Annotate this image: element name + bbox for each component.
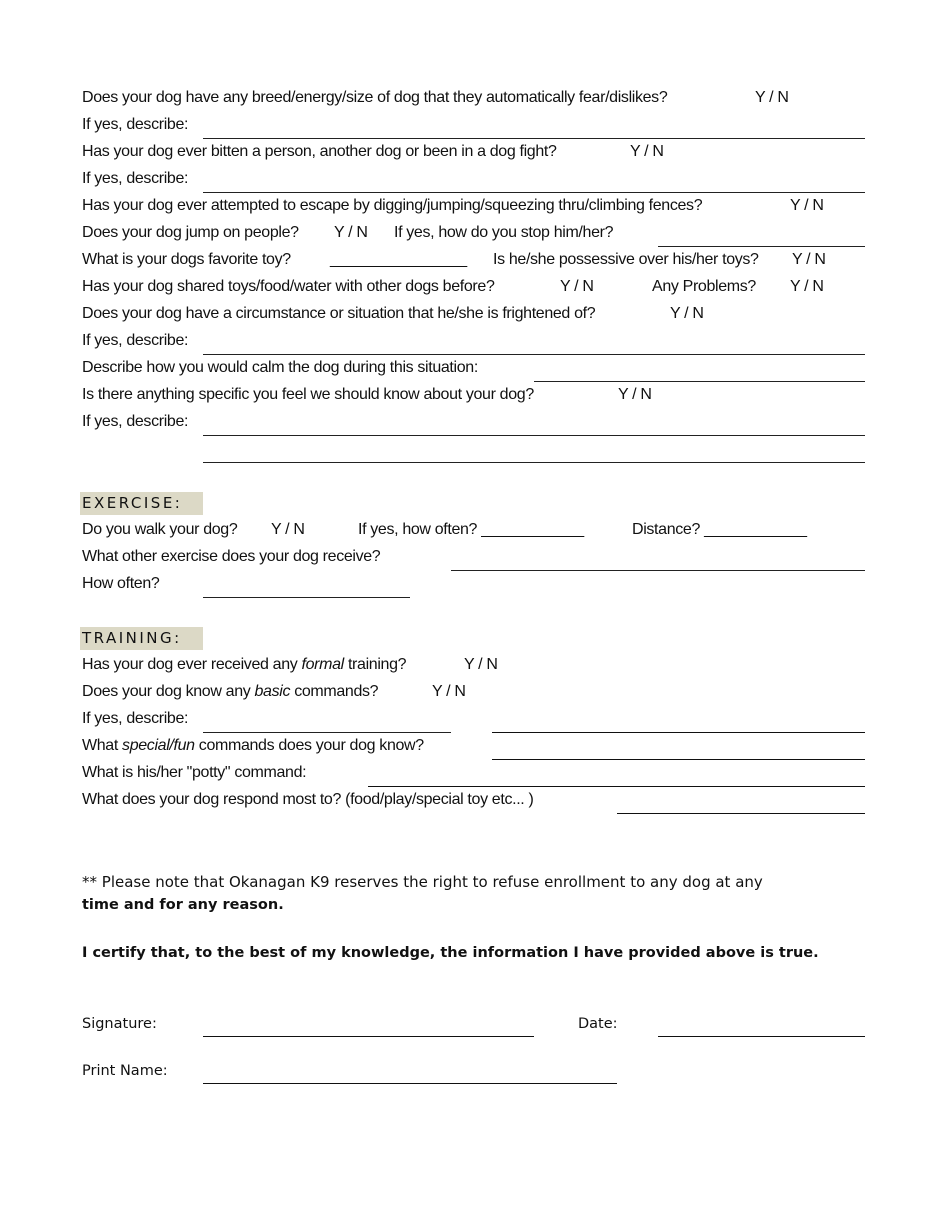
question-respond: What does your dog respond most to? (food/play/special toy etc... ) (82, 791, 534, 808)
question-shared: Has your dog shared toys/food/water with other dogs before? (82, 278, 495, 295)
question-exercise-how-often: How often? (82, 575, 160, 592)
yes-no-specific[interactable]: Y / N (618, 386, 652, 403)
question-calm: Describe how you would calm the dog during this situation: (82, 359, 478, 376)
yes-no-possessive[interactable]: Y / N (792, 251, 826, 268)
yes-no-formal[interactable]: Y / N (464, 656, 498, 673)
walk-distance-field[interactable]: Distance? ____________ (632, 521, 807, 538)
if-yes-describe-label: If yes, describe: (82, 332, 189, 349)
describe-basic-field-2[interactable] (492, 732, 865, 733)
question-possessive: Is he/she possessive over his/her toys? (493, 251, 759, 268)
question-walk: Do you walk your dog? (82, 521, 238, 538)
describe-bitten-field[interactable] (203, 192, 865, 193)
yes-no-problems[interactable]: Y / N (790, 278, 824, 295)
training-heading: TRAINING: (80, 627, 203, 650)
signature-field[interactable] (203, 1036, 534, 1037)
question-frightened: Does your dog have a circumstance or situation that he/she is frightened of? (82, 305, 596, 322)
favorite-toy-field[interactable]: ________________ (330, 251, 467, 268)
exercise-how-often-field[interactable] (203, 597, 410, 598)
describe-basic-field[interactable] (203, 732, 451, 733)
signature-label: Signature: (82, 1016, 157, 1032)
if-yes-describe-label: If yes, describe: (82, 710, 189, 727)
print-name-field[interactable] (203, 1083, 617, 1084)
question-formal-training: Has your dog ever received any formal training? (82, 656, 407, 673)
potty-command-field[interactable] (368, 786, 865, 787)
question-bitten: Has your dog ever bitten a person, another dog or been in a dog fight? (82, 143, 557, 160)
question-potty: What is his/her "potty" command: (82, 764, 307, 781)
question-anything-specific: Is there anything specific you feel we should know about your dog? (82, 386, 534, 403)
walk-how-often-field[interactable]: If yes, how often? ____________ (358, 521, 584, 538)
respond-field[interactable] (617, 813, 865, 814)
question-escape: Has your dog ever attempted to escape by digging/jumping/squeezing thru/climbing fences? (82, 197, 703, 214)
question-fear-dislikes: Does your dog have any breed/energy/size of dog that they automatically fear/dislikes? (82, 89, 668, 106)
question-favorite-toy: What is your dogs favorite toy? (82, 251, 291, 268)
question-other-exercise: What other exercise does your dog receive? (82, 548, 381, 565)
yes-no-fear[interactable]: Y / N (755, 89, 789, 106)
yes-no-escape[interactable]: Y / N (790, 197, 824, 214)
yes-no-jump[interactable]: Y / N (334, 224, 368, 241)
question-jump: Does your dog jump on people? (82, 224, 299, 241)
describe-fear-field[interactable] (203, 138, 865, 139)
certification-statement: I certify that, to the best of my knowledge, the information I have provided above is true. (82, 945, 819, 961)
yes-no-bitten[interactable]: Y / N (630, 143, 664, 160)
stop-jump-field[interactable] (658, 246, 865, 247)
enrollment-note-2: time and for any reason. (82, 897, 284, 913)
yes-no-frightened[interactable]: Y / N (670, 305, 704, 322)
yes-no-basic[interactable]: Y / N (432, 683, 466, 700)
if-yes-describe-label: If yes, describe: (82, 170, 189, 187)
print-name-label: Print Name: (82, 1063, 168, 1079)
exercise-heading: EXERCISE: (80, 492, 203, 515)
question-special-commands: What special/fun commands does your dog know? (82, 737, 424, 754)
date-field[interactable] (658, 1036, 865, 1037)
if-yes-describe-label: If yes, describe: (82, 413, 189, 430)
question-stop-jump: If yes, how do you stop him/her? (394, 224, 614, 241)
date-label: Date: (578, 1016, 618, 1032)
question-basic-commands: Does your dog know any basic commands? (82, 683, 379, 700)
describe-specific-field-2[interactable] (203, 462, 865, 463)
if-yes-describe-label: If yes, describe: (82, 116, 189, 133)
enrollment-note: ** Please note that Okanagan K9 reserves the right to refuse enrollment to any dog at any (82, 873, 763, 891)
yes-no-walk[interactable]: Y / N (271, 521, 305, 538)
special-commands-field[interactable] (492, 759, 865, 760)
yes-no-shared[interactable]: Y / N (560, 278, 594, 295)
describe-frightened-field[interactable] (203, 354, 865, 355)
describe-specific-field[interactable] (203, 435, 865, 436)
other-exercise-field[interactable] (451, 570, 865, 571)
calm-field[interactable] (534, 381, 865, 382)
question-any-problems: Any Problems? (652, 278, 756, 295)
